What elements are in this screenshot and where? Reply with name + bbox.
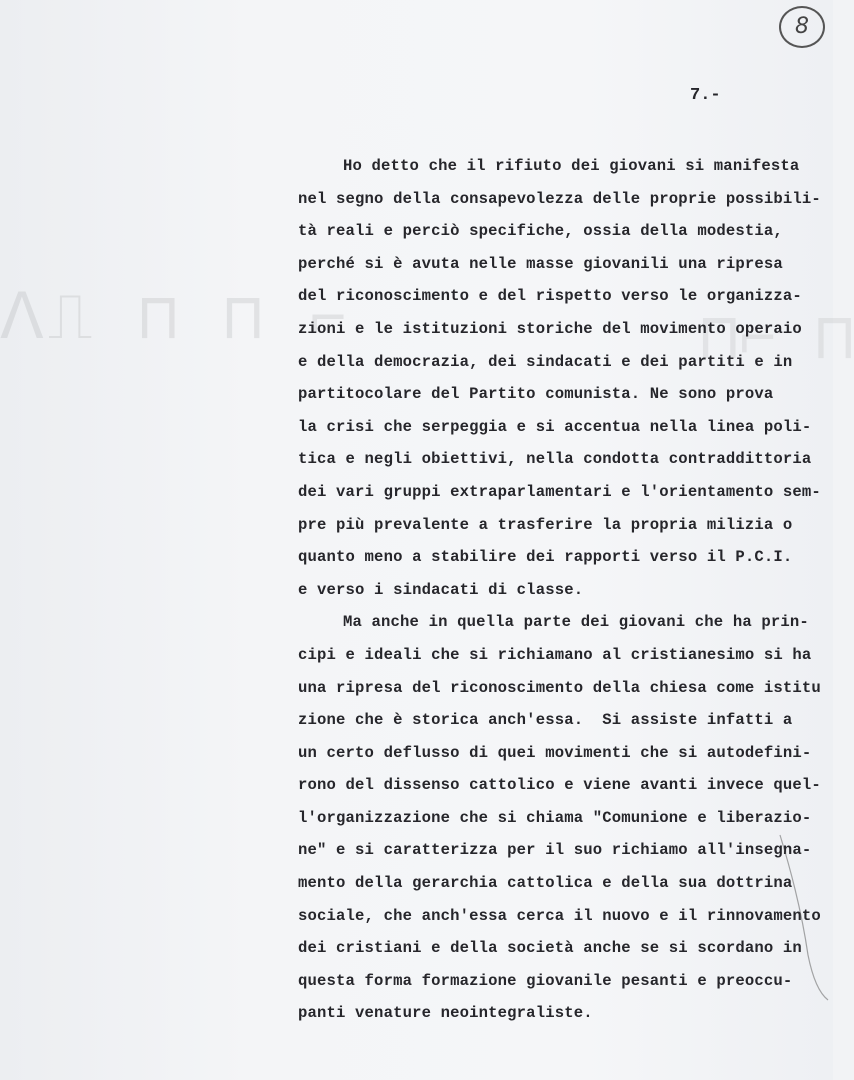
text-line: tà reali e perciò specifiche, ossia della modestia,: [298, 222, 783, 241]
text-line: dei vari gruppi extraparlamentari e l'orientamento sem-: [298, 482, 821, 501]
text-line: del riconoscimento e del rispetto verso le organizza-: [298, 287, 802, 306]
text-line: dei cristiani e della società anche se si scordano in: [298, 939, 802, 958]
text-line: perché si è avuta nelle masse giovanili una ripresa: [298, 254, 783, 273]
text-line: quanto meno a stabilire dei rapporti verso il P.C.I.: [298, 548, 793, 567]
text-line: e verso i sindacati di classe.: [298, 580, 584, 599]
text-line: tica e negli obiettivi, nella condotta contraddittoria: [298, 450, 812, 469]
text-line: mento della gerarchia cattolica e della sua dottrina: [298, 874, 793, 893]
text-line: Ma anche in quella parte dei giovani che ha prin-: [343, 613, 809, 632]
handwritten-page-annotation: 8: [779, 6, 825, 48]
page-number: 7.-: [690, 86, 721, 105]
text-line: partitocolare del Partito comunista. Ne sono prova: [298, 385, 774, 404]
text-line: zione che è storica anch'essa. Si assiste infatti a: [298, 711, 793, 730]
body-text: [298, 150, 854, 1030]
text-line: Ho detto che il rifiuto dei giovani si manifesta: [343, 157, 800, 175]
text-line: zioni e le istituzioni storiche del movimento operaio: [298, 319, 802, 338]
bleed-through-left: ᐱ⎍ ⊓ ⊓ ⌐: [0, 286, 352, 358]
text-line: pre più prevalente a trasferire la propria milizia o: [298, 515, 793, 534]
text-line: nel segno della consapevolezza delle proprie possibili-: [298, 189, 821, 208]
text-line: questa forma formazione giovanile pesanti e preoccu-: [298, 971, 793, 990]
text-line: cipi e ideali che si richiamano al cristianesimo si ha: [298, 645, 812, 664]
text-line: un certo deflusso di quei movimenti che si autodefini-: [298, 743, 812, 762]
text-line: l'organizzazione che si chiama "Comunione e liberazio-: [298, 808, 812, 827]
text-line: una ripresa del riconoscimento della chiesa come istitu: [298, 678, 821, 697]
text-line: sociale, che anch'essa cerca il nuovo e il rinnovamento: [298, 906, 821, 925]
text-line: e della democrazia, dei sindacati e dei partiti e in: [298, 352, 793, 371]
text-line: rono del dissenso cattolico e viene avanti invece quel-: [298, 776, 821, 795]
text-line: panti venature neointegraliste.: [298, 1004, 593, 1023]
text-line: ne" e si caratterizza per il suo richiamo all'insegna-: [298, 841, 812, 860]
bleed-through-right: ⊓⌐ ⊓: [700, 306, 854, 378]
text-line: la crisi che serpeggia e si accentua nella linea poli-: [298, 417, 812, 436]
